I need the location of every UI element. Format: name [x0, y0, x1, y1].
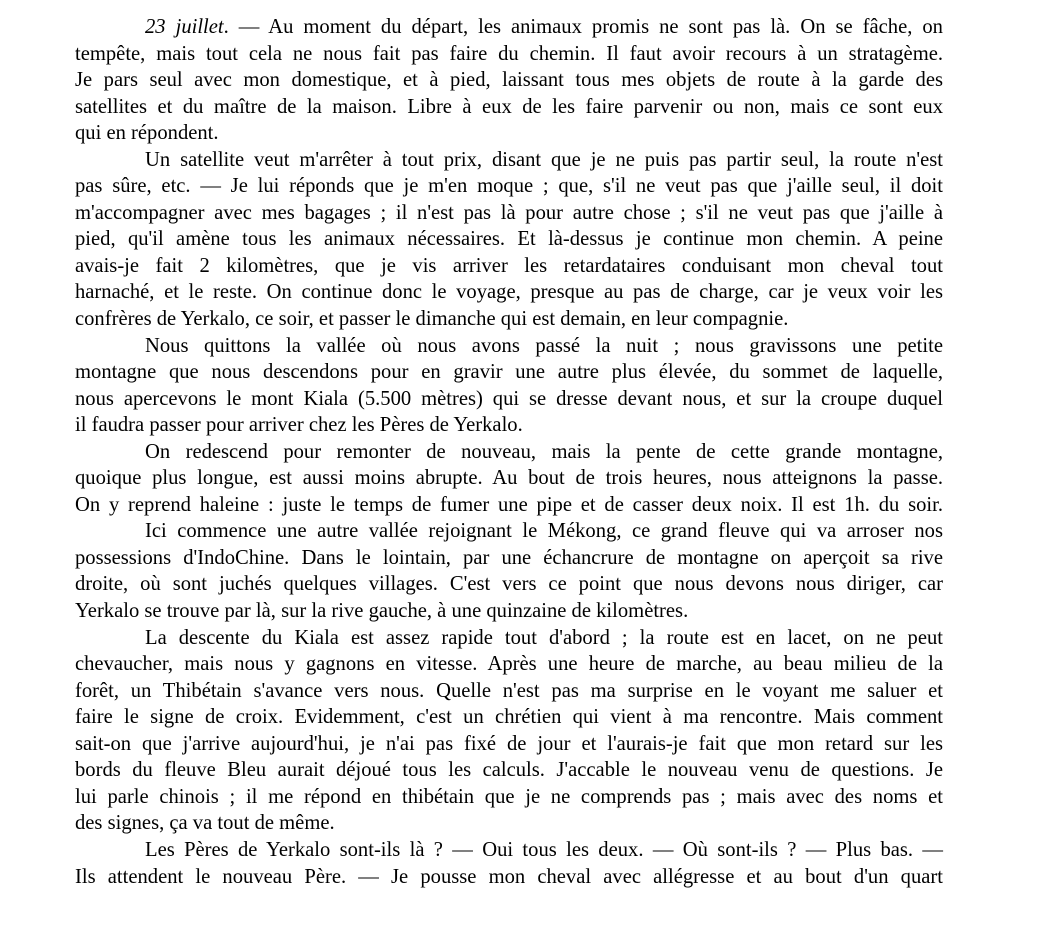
text-line: faire le signe de croix. Evidemment, c'est un chrétien qui vient à ma rencontre. Mais comment: [75, 706, 943, 729]
paragraph: [75, 147, 943, 333]
text-line: forêt, un Thibétain s'avance vers nous. Quelle n'est pas ma surprise en le voyant me saluer et: [75, 679, 943, 702]
text-line: Yerkalo se trouve par là, sur la rive gauche, à une quinzaine de kilomètres.: [75, 600, 689, 623]
paragraph: [75, 518, 943, 624]
text-line: m'accompagner avec mes bagages ; il n'est pas là pour autre chose ; s'il ne veut pas que j'aille à: [75, 201, 943, 224]
paragraph: [75, 333, 943, 439]
text-line: nous apercevons le mont Kiala (5.500 mètres) qui se dresse devant nous, et sur la croupe duquel: [75, 387, 943, 410]
text-line: satellites et du maître de la maison. Libre à eux de les faire parvenir ou non, mais ce sont eux: [75, 95, 943, 118]
paragraph: [75, 14, 943, 147]
text-line: lui parle chinois ; il me répond en thibétain que je ne comprends pas ; mais avec des noms et: [75, 785, 943, 808]
text-line: Nous quittons la vallée où nous avons passé la nuit ; nous gravissons une petite: [145, 334, 943, 357]
text-line: tempête, mais tout cela ne nous fait pas faire du chemin. Il faut avoir recours à un stratagème.: [75, 42, 943, 65]
text-line: Je pars seul avec mon domestique, et à pied, laissant tous mes objets de route à la garde des: [75, 69, 943, 92]
text-line: Ici commence une autre vallée rejoignant le Mékong, ce grand fleuve qui va arroser nos: [145, 520, 943, 543]
text-line: droite, où sont juchés quelques villages. C'est vers ce point que nous devons nous diriger, car: [75, 573, 943, 596]
text-line: pied, qu'il amène tous les animaux nécessaires. Et là-dessus je continue mon chemin. A peine: [75, 228, 943, 251]
text-line: il faudra passer pour arriver chez les Pères de Yerkalo.: [75, 414, 523, 437]
paragraph: [75, 625, 943, 837]
text-line: Les Pères de Yerkalo sont-ils là ? — Oui tous les deux. — Où sont-ils ? — Plus bas. —: [145, 838, 943, 861]
text-line: quoique plus longue, est aussi moins abrupte. Au bout de trois heures, nous atteignons la passe.: [75, 467, 943, 490]
text-line: Un satellite veut m'arrêter à tout prix, disant que je ne puis pas partir seul, la route n'est: [145, 148, 943, 171]
paragraph: [75, 837, 943, 890]
text-line: montagne que nous descendons pour en gravir une autre plus élevée, du sommet de laquelle,: [75, 361, 943, 384]
text-line: chevaucher, mais nous y gagnons en vitesse. Après une heure de marche, au beau milieu de la: [75, 653, 943, 676]
text-line: qui en répondent.: [75, 122, 219, 145]
text-line: harnaché, et le reste. On continue donc le voyage, presque au pas de charge, car je veux voir les: [75, 281, 943, 304]
text-line: pas sûre, etc. — Je lui réponds que je m'en moque ; que, s'il ne veut pas que j'aille seul, il doit: [75, 175, 943, 198]
text-line: des signes, ça va tout de même.: [75, 812, 335, 835]
document-page: [75, 14, 943, 890]
text-line: bords du fleuve Bleu aurait déjoué tous les calculs. J'accable le nouveau venu de questions. Je: [75, 759, 943, 782]
text-line: 23 juillet. — Au moment du départ, les animaux promis ne sont pas là. On se fâche, on: [145, 16, 943, 38]
text-line: On redescend pour remonter de nouveau, mais la pente de cette grande montagne,: [145, 440, 943, 463]
text-line: possessions d'IndoChine. Dans le lointain, par une échancrure de montagne on aperçoit sa rive: [75, 546, 943, 569]
text-line: On y reprend haleine : juste le temps de fumer une pipe et de casser deux noix. Il est 1h. du soir.: [75, 493, 943, 516]
text-line: sait-on que j'arrive aujourd'hui, je n'ai pas fixé de jour et l'aurais-je fait que mon retard sur les: [75, 732, 943, 755]
text-line: Ils attendent le nouveau Père. — Je pousse mon cheval avec allégresse et au bout d'un quart: [75, 865, 943, 888]
paragraph: [75, 439, 943, 519]
date-heading: 23 juillet: [145, 16, 224, 38]
text-line: avais-je fait 2 kilomètres, que je vis arriver les retardataires conduisant mon cheval tout: [75, 254, 943, 277]
text-line: La descente du Kiala est assez rapide tout d'abord ; la route est en lacet, on ne peut: [145, 626, 943, 649]
text-line: confrères de Yerkalo, ce soir, et passer le dimanche qui est demain, en leur compagnie.: [75, 308, 789, 331]
